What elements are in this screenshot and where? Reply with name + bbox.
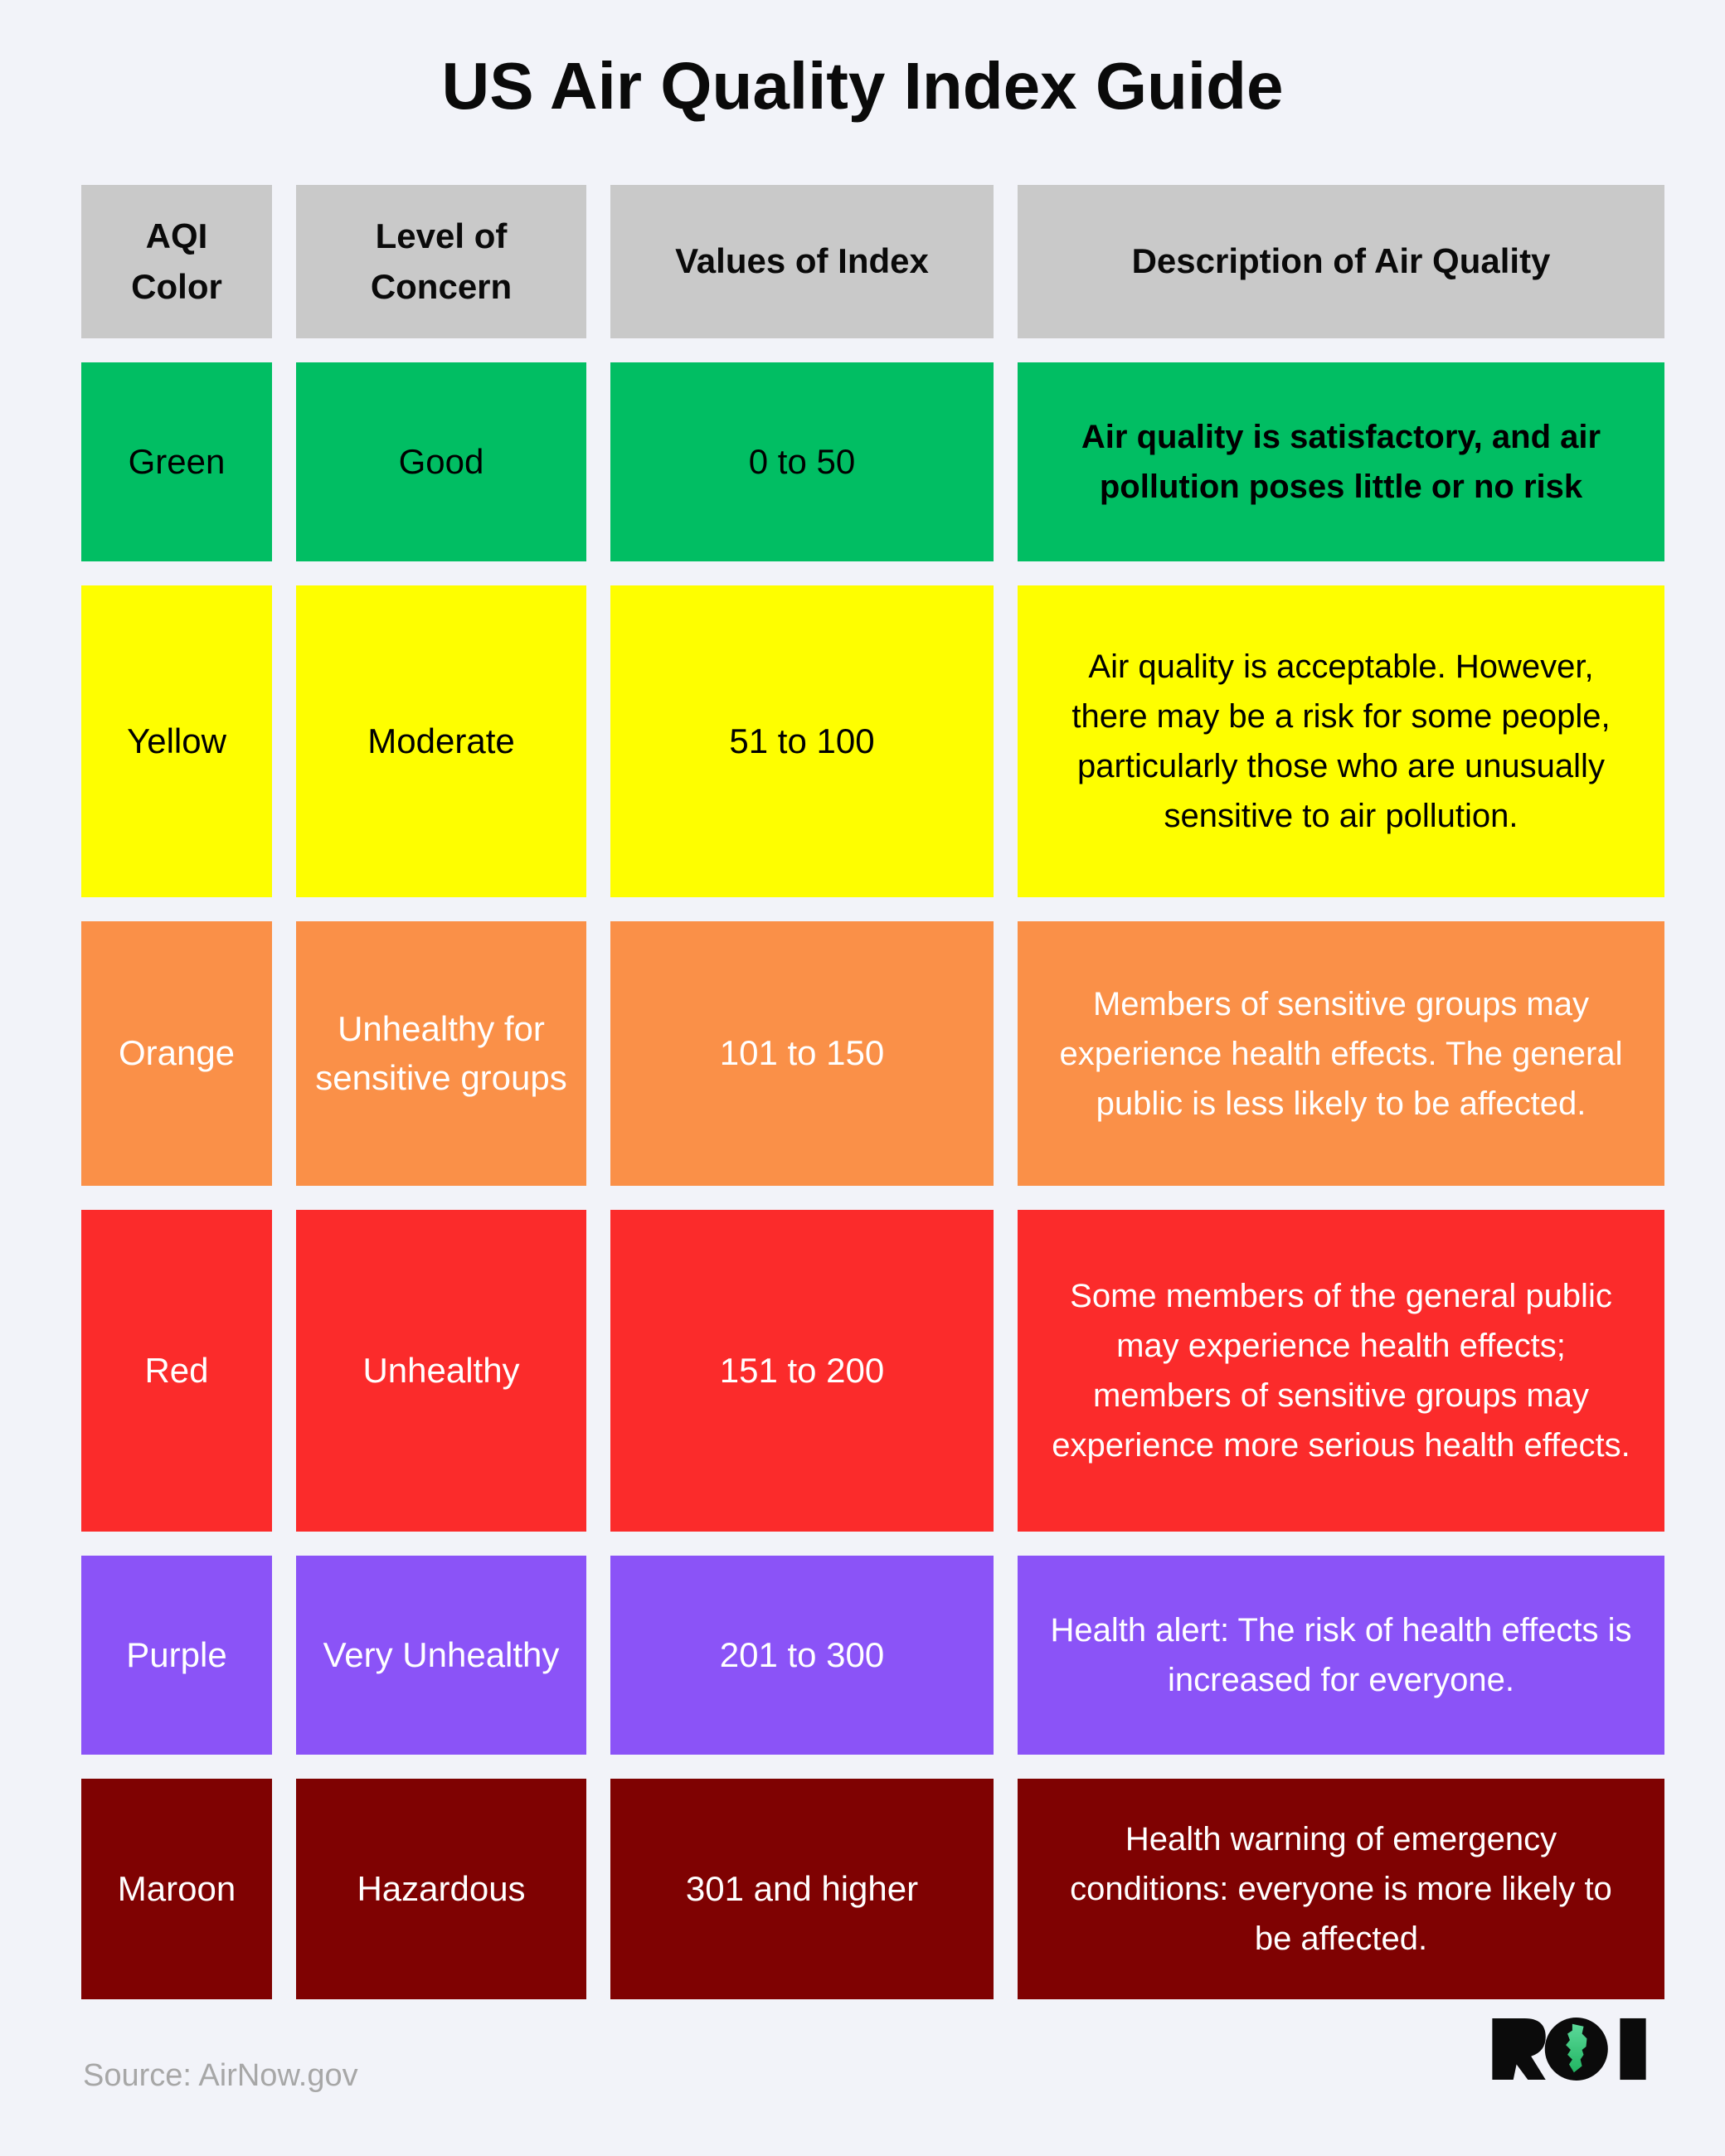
cell-purple-color-name: Purple [81,1556,272,1755]
cell-orange-level: Unhealthy for sensitive groups [296,921,586,1186]
cell-yellow-values: 51 to 100 [610,585,994,897]
cell-purple-values: 201 to 300 [610,1556,994,1755]
page-title: US Air Quality Index Guide [441,49,1284,123]
cell-yellow-description: Air quality is acceptable. However, there may be a risk for some people, particularly those who are unusually sensitive to air pollution. [1018,585,1664,897]
cell-red-description: Some members of the general public may experience health effects; members of sensitive groups may experience more serious health effects. [1018,1210,1664,1532]
header-values-of-index: Values of Index [610,185,994,338]
cell-purple-level: Very Unhealthy [296,1556,586,1755]
logo-letter-i [1620,2018,1645,2080]
cell-maroon-values: 301 and higher [610,1779,994,1999]
cell-orange-values: 101 to 150 [610,921,994,1186]
cell-orange-color-name: Orange [81,921,272,1186]
cell-green-values: 0 to 50 [610,362,994,561]
source-credit: Source: AirNow.gov [83,2058,358,2093]
cell-green-color-name: Green [81,362,272,561]
header-level-of-concern: Level of Concern [296,185,586,338]
cell-yellow-color-name: Yellow [81,585,272,897]
cell-red-color-name: Red [81,1210,272,1532]
cell-maroon-color-name: Maroon [81,1779,272,1999]
roi-nj-logo [1490,2017,1648,2081]
cell-orange-description: Members of sensitive groups may experience health effects. The general public is less likely to be affected. [1018,921,1664,1186]
cell-green-level: Good [296,362,586,561]
cell-purple-description: Health alert: The risk of health effects is increased for everyone. [1018,1556,1664,1755]
cell-green-description: Air quality is satisfactory, and air pollution poses little or no risk [1018,362,1664,561]
cell-red-level: Unhealthy [296,1210,586,1532]
header-aqi-color: AQI Color [81,185,272,338]
cell-red-values: 151 to 200 [610,1210,994,1532]
cell-maroon-level: Hazardous [296,1779,586,1999]
aqi-table [81,185,1664,1999]
cell-maroon-description: Health warning of emergency conditions: everyone is more likely to be affected. [1018,1779,1664,1999]
logo-letter-r [1492,2018,1545,2080]
cell-yellow-level: Moderate [296,585,586,897]
header-description: Description of Air Quality [1018,185,1664,338]
